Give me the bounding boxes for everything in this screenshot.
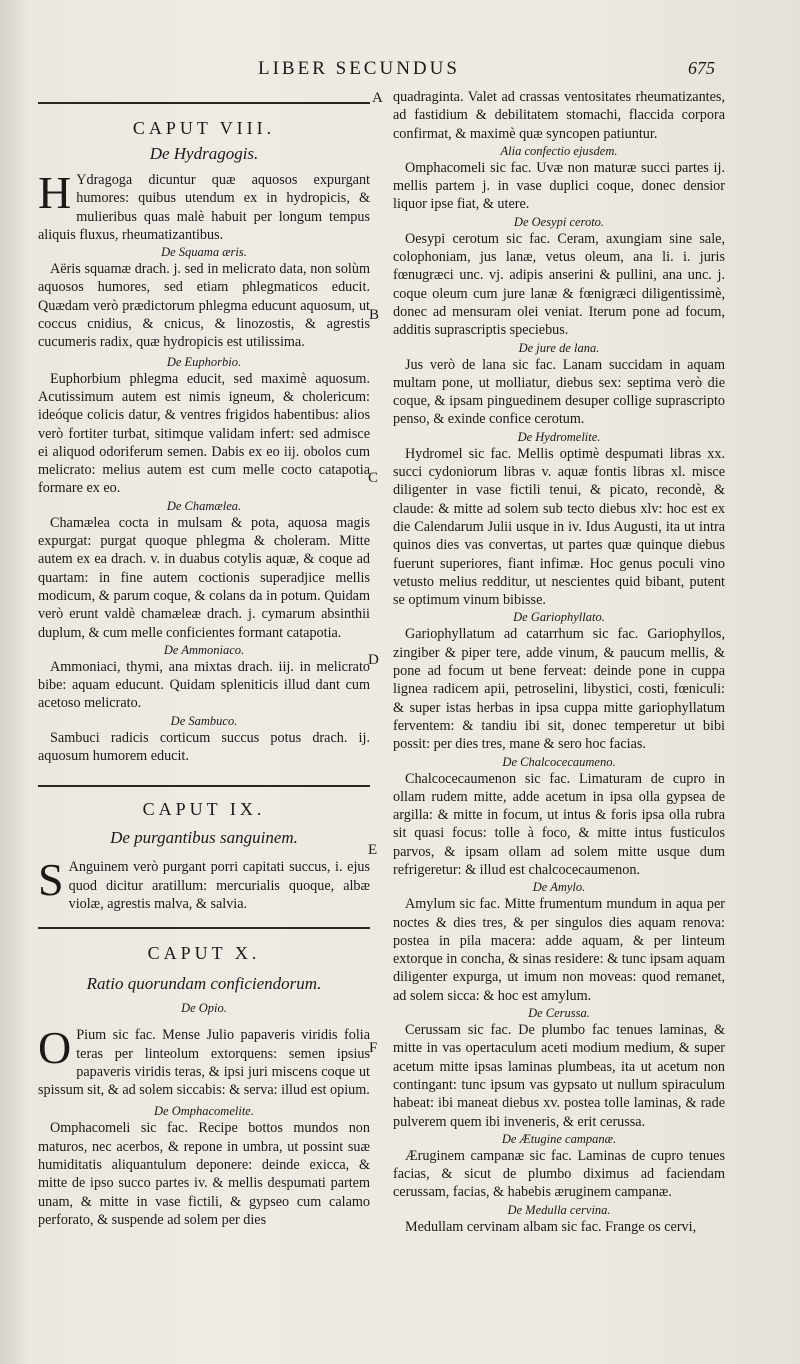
paragraph: Chalcocecaumenon sic fac. Limaturam de cupro in ollam rudem mitte, adde acetum in ipsa olla gypsea de argilla: & mitte in focum, ut intus & foris ipsa olla rubra sit quasi focus: tolle à foco, & mitte intus fusticulos parvos, & ipsam ollam ad solem mitte usque dum refrigeretur: & illud est chalcocecaumenon.	[393, 770, 725, 878]
subheading: De Ammoniaco.	[163, 642, 245, 657]
subheading: De Gariophyllato.	[513, 610, 605, 625]
paragraph: quadraginta. Valet ad crassas ventositates rheumatizantes, ad fastidium & debilitatem stomachi, flaccida corpora confirmat, & maximè quæ syncopen patiuntur.	[393, 89, 725, 142]
margin-letter-d: D	[368, 652, 379, 668]
drop-cap: H	[38, 167, 72, 218]
subheading: De Hydromelite.	[517, 429, 601, 444]
chapter-intro: S Anguinem verò purgant porri capitati succus, i. ejus quod dicitur aratillum: mercurialis quoque, albæ violæ, agrestis malva, & salvia.	[38, 854, 370, 912]
section-rule	[38, 927, 370, 929]
subheading: De Ætugine campanæ.	[501, 1131, 617, 1146]
drop-cap: S	[38, 854, 64, 906]
right-column	[393, 88, 725, 1236]
subheading: De Sambuco.	[170, 713, 238, 728]
margin-letter-e: E	[368, 842, 378, 858]
subheading: De Cerussa.	[528, 1006, 590, 1021]
paragraph: Cerussam sic fac. De plumbo fac tenues laminas, & mitte in vas opertaculum aceti modium medium, & super acetum mitte ipsas laminas plumbeas, ita ut acetum non contingant: tunc ipsum vas gypsato ut nullum spiraculum habeat: ibi maneat diebus xv. postea tolle laminas, & rade pulverem quem ibi inveneris, & erit cerussa.	[393, 1022, 725, 1130]
section-rule	[38, 102, 370, 104]
paragraph: O Pium sic fac. Mense Julio papaveris viridis folia teras per linteolum extorquens: semen ipsius papaveris viridis teras, & ipsi juri miscens coque ut spissum sit, & ad solem siccabis: & serva: illud est opium.	[38, 1022, 370, 1099]
subheading: De Oesypi ceroto.	[513, 214, 605, 229]
chapter-title: Ratio quorundam conficiendorum.	[86, 974, 322, 994]
section-rule	[38, 785, 370, 787]
margin-letter-c: C	[368, 470, 379, 486]
paragraph: Amylum sic fac. Mitte frumentum mundum in aqua per noctes & dies tres, & per singulos dies aquam renova: postea in pila macera: adde aquam, & per linteum extorque in concha, & sinas residere: & tunc ipsam aquam diligenter expurga, ut imum non moveas: quod remanet, ad solem sicca: & hoc est amylum.	[393, 896, 725, 1004]
paragraph: Jus verò de lana sic fac. Lanam succidam in aquam multam pone, ut molliatur, diebus sex: septima verò die coque, & ipsam pinguedinem desuper collige suprascripto penso, & exinde confice cerotum.	[393, 356, 725, 428]
paragraph: Ammoniaci, thymi, ana mixtas drach. iij. in melicrato bibe: aquam educunt. Quidam spleniticis illud dant cum acetoso melicrato.	[38, 658, 370, 712]
drop-cap: O	[38, 1022, 72, 1074]
subheading: De Amylo.	[532, 880, 586, 895]
chapter-title: De purgantibus sanguinem.	[110, 828, 298, 848]
chapter-heading: CAPUT IX.	[142, 799, 266, 820]
paragraph: Aëris squamæ drach. j. sed in melicrato data, non solùm aquosos humores, sed etiam phlegmaticos educit. Quædam verò prædictorum phlegma educunt aquosum, ut coccus cnidius, & cnicus, & linozostis, & agrestis cucumeris radix, quæ hydropicis est utilissima.	[38, 261, 370, 351]
paragraph: Chamælea cocta in mulsam & pota, aquosa magis expurgat: purgat quoque phlegma & choleram. Mitte autem ex ea drach. v. in duabus cotylis aquæ, & coque ad quartam: in fine autem coctionis superadjice mellis modicum, & parum coque, & colans da in potum. Quidam verò erunt valdè chamæleæ drach. j. cymarum absinthii duplum, & cum melle conficientes formant catapotia.	[38, 514, 370, 641]
running-title: LIBER SECUNDUS	[258, 58, 460, 79]
subheading: De jure de lana.	[518, 340, 600, 355]
subheading: De Omphacomelite.	[154, 1104, 254, 1119]
margin-letter-a: A	[372, 90, 383, 106]
paragraph: Hydromel sic fac. Mellis optimè despumati libras xx. succi cydoniorum libras v. aquæ fontis libras xl. misce diligenter in vase fictili tenui, & picato, recondè, & claude: & mitte ad solem sub tecto diebus xlv: hoc est ex die Calendarum Julii usque in iv. Idus Augusti, ita ut intra quinos dies vas convertas, ut partes quæ quinque diebus fuerunt superiores, fiant infimæ. Hoc genus poculi vino vetusto melius redditur, ut nescientes quid bibant, putent se optimum vinum bibisse.	[393, 445, 725, 609]
paragraph: Omphacomeli sic fac. Uvæ non maturæ succi partes ij. mellis partem j. in vase duplici coque, donec densior liquor ipse fiat, & utere.	[393, 159, 725, 213]
subheading: De Chamælea.	[166, 498, 242, 513]
subheading: De Opio.	[181, 1001, 227, 1016]
paragraph: Euphorbium phlegma educit, sed maximè aquosum. Acutissimum autem est nimis igneum, & cholericum: ideóque colicis datur, & ventres frigidos habentibus: alios verò fortiter turbat, sitimque validam infert: sed admisce ei aliquod odoriferum semen. Dabis ex eo iij. obolos cum melicrato: melius autem est cum melle cocto catapotia formare ex eo.	[38, 370, 370, 497]
margin-letter-f: F	[369, 1040, 378, 1056]
paragraph: Sambuci radicis corticum succus potus drach. ij. aquosum humorem educit.	[38, 729, 370, 765]
subheading: De Euphorbio.	[166, 354, 242, 369]
page-number: 675	[688, 58, 715, 78]
chapter-heading: CAPUT VIII.	[132, 118, 276, 138]
paragraph: Gariophyllatum ad catarrhum sic fac. Gariophyllos, zingiber & piper tere, adde vinum, & paucum mellis, & pone ad focum ut bene ferveat: deinde pone in cuppa lignea radicem apii, petroselini, libystici, costi, fœniculi: & super istas herbas in ipsa cuppa mitte gariophyllatum ferventem: & tandiu ibi sit, donec temperetur ut bibi possit: per dies tres, mane & sero hoc facias.	[393, 626, 725, 753]
paragraph: Medullam cervinam albam sic fac. Frange os cervi,	[405, 1218, 697, 1235]
subheading: Alia confectio ejusdem.	[500, 143, 618, 158]
chapter-heading: CAPUT X.	[147, 943, 261, 964]
left-column	[38, 88, 370, 1229]
subheading: De Chalcocecaumeno.	[502, 754, 616, 769]
subheading: De Medulla cervina.	[507, 1202, 611, 1217]
paragraph: Omphacomeli sic fac. Recipe bottos mundos non maturos, nec acerbos, & repone in umbra, ut possint suæ humiditatis aliquantulum deponere: deinde exicca, & mitte de ipso succo partes iv. & mellis despumati partem unam, & mitte in vase fictili, & gypseo cum calamo perforato, & suspende ad solem per dies	[38, 1120, 370, 1228]
subheading: De Squama æris.	[161, 245, 247, 260]
chapter-intro: H Ydragoga dicuntur quæ aquosos expurgant humores: quibus utendum ex in hydropicis, & mulieribus quas malè habuit per longum tempus aliquis fluxus, rheumatizantibus.	[38, 167, 370, 243]
chapter-title: De Hydragogis.	[149, 144, 259, 163]
paragraph: Æruginem campanæ sic fac. Laminas de cupro tenues facias, & sicut de plumbo diximus ad faciendam cerussam, facias, & habebis æruginem campanæ.	[393, 1147, 725, 1201]
margin-letter-b: B	[369, 307, 380, 323]
paragraph: Oesypi cerotum sic fac. Ceram, axungiam sine sale, colophoniam, jus lanæ, vetus oleum, ana li. i. juris fœnugræci unc. vj. adipis anserini & pullini, ana unc. j. coque oleum cum jure lanæ & fœnigræci diligentissimè, donec ad mensuram olei veniat. Iterum pone ad focum, additis suprascriptis speciebus.	[393, 230, 725, 339]
